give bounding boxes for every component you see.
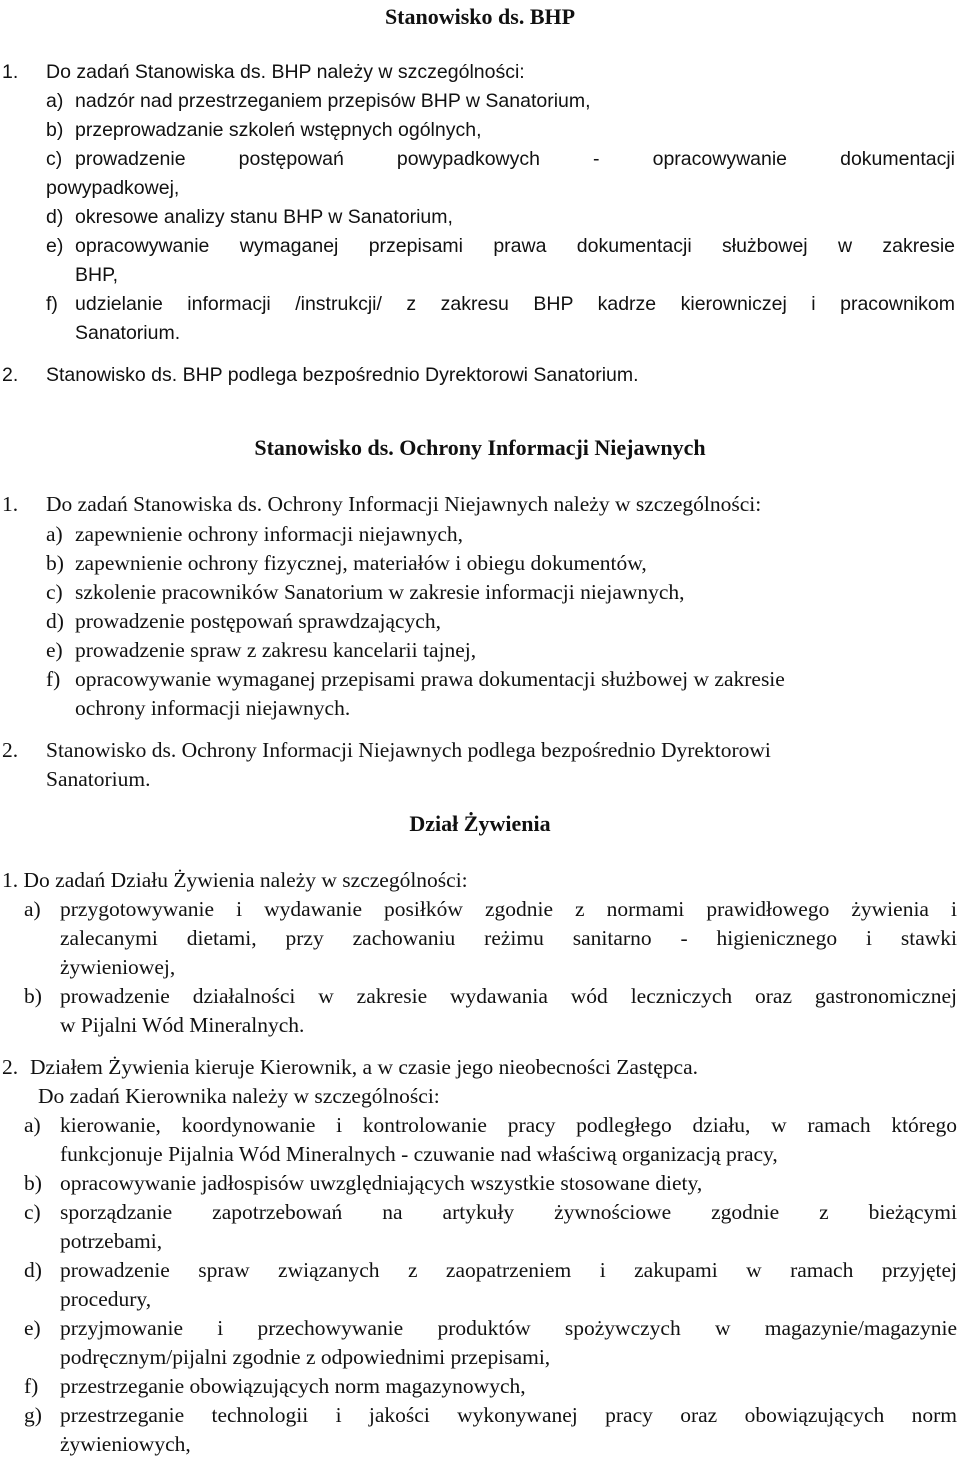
oin-item-c: szkolenie pracowników Sanatorium w zakresie informacji niejawnych, [75,580,685,604]
zyw-item2-a-line1: kierowanie, koordynowanie i kontrolowanie pracy podległego działu, w ramach którego [60,1115,957,1137]
zyw-item2-d-line2: procedury, [60,1287,152,1311]
zyw-item2-c-line2: potrzebami, [60,1229,163,1253]
zyw-item1-a-line1: przygotowywanie i wydawanie posiłków zgodnie z normami prawidłowego żywienia i [60,899,957,921]
zyw-item2-g-line2: żywieniowych, [60,1432,191,1456]
zyw-item2-g-line1: przestrzeganie technologii i jakości wykonywanej pracy oraz obowiązujących norm [60,1405,957,1427]
zyw-item2-g-label: g) [24,1403,42,1427]
zyw-item2-f-line1: przestrzeganie obowiązujących norm magazynowych, [60,1374,526,1398]
oin-item-a: zapewnienie ochrony informacji niejawnych, [75,522,464,546]
zyw-item2-e-line1: przyjmowanie i przechowywanie produktów spożywczych w magazynie/magazynie [60,1318,957,1340]
oin-item-f-line2: ochrony informacji niejawnych. [75,696,351,720]
oin-p1-num: 1. [2,492,19,516]
bhp-item-f-line1: udzielanie informacji /instrukcji/ z zakresu BHP kadrze kierowniczej i pracownikom [75,295,955,315]
zyw-p1: 1. Do zadań Działu Żywienia należy w szczególności: [2,868,468,892]
bhp-item-d: okresowe analizy stanu BHP w Sanatorium, [75,206,453,228]
zyw-item1-b-line1: prowadzenie działalności w zakresie wydawania wód leczniczych oraz gastronomicznej [60,986,957,1008]
oin-item-f-line1: opracowywanie wymaganej przepisami prawa dokumentacji służbowej w zakresie [75,667,785,691]
bhp-p1-num: 1. [2,61,19,83]
bhp-item-e-line1: opracowywanie wymaganej przepisami prawa dokumentacji służbowej w zakresie [75,237,955,257]
bhp-item-c-line2: powypadkowej, [46,177,180,199]
zyw-p2-intro: Do zadań Kierownika należy w szczególności: [38,1084,440,1108]
oin-p1-intro: Do zadań Stanowiska ds. Ochrony Informacji Niejawnych należy w szczególności: [46,492,762,516]
oin-p2-line1: Stanowisko ds. Ochrony Informacji Niejawnych podlega bezpośrednio Dyrektorowi [46,738,771,762]
zyw-item1-a-label: a) [24,897,41,921]
bhp-item-c-label: c) [46,148,63,170]
zyw-item1-b-line2: w Pijalni Wód Mineralnych. [60,1013,305,1037]
bhp-item-d-label: d) [46,206,64,228]
zyw-item2-b-label: b) [24,1171,42,1195]
oin-item-c-label: c) [46,580,63,604]
zyw-item2-f-label: f) [24,1374,39,1398]
bhp-item-a-label: a) [46,90,64,112]
section-title-bhp: Stanowisko ds. BHP [384,4,576,29]
bhp-item-e-line2: BHP, [75,264,118,286]
bhp-item-f-label: f) [46,293,58,315]
oin-item-a-label: a) [46,522,63,546]
bhp-item-e-label: e) [46,235,64,257]
zyw-item1-a-line3: żywieniowej, [60,955,176,979]
zyw-item2-b-line1: opracowywanie jadłospisów uwzględniających wszystkie stosowane diety, [60,1171,703,1195]
zyw-p2-num: 2. [2,1055,19,1079]
bhp-p2: Stanowisko ds. BHP podlega bezpośrednio Dyrektorowi Sanatorium. [46,364,639,386]
zyw-item2-a-label: a) [24,1113,41,1137]
zyw-item1-a-line2: zalecanymi dietami, przy zachowaniu reżimu sanitarno - higienicznego i stawki [60,928,957,950]
bhp-item-a: nadzór nad przestrzeganiem przepisów BHP w Sanatorium, [75,90,591,112]
bhp-item-b: przeprowadzanie szkoleń wstępnych ogólnych, [75,119,482,141]
oin-p2-line2: Sanatorium. [46,767,151,791]
bhp-p2-num: 2. [2,364,19,386]
oin-item-e: prowadzenie spraw z zakresu kancelarii tajnej, [75,638,477,662]
section-title-oin: Stanowisko ds. Ochrony Informacji Niejawnych [254,435,706,460]
zyw-item2-e-label: e) [24,1316,41,1340]
bhp-item-b-label: b) [46,119,64,141]
zyw-p2: Działem Żywienia kieruje Kierownik, a w czasie jego nieobecności Zastępca. [30,1055,699,1079]
bhp-item-c-line1: prowadzenie postępowań powypadkowych - opracowywanie dokumentacji [75,150,955,170]
oin-item-d-label: d) [46,609,64,633]
zyw-item2-c-line1: sporządzanie zapotrzebowań na artykuły żywnościowe zgodnie z bieżącymi [60,1202,957,1224]
oin-p2-num: 2. [2,738,19,762]
zyw-item2-d-label: d) [24,1258,42,1282]
oin-item-f-label: f) [46,667,61,691]
zyw-item2-e-line2: podręcznym/pijalni zgodnie z odpowiednimi przepisami, [60,1345,551,1369]
bhp-p1-intro: Do zadań Stanowiska ds. BHP należy w szczególności: [46,61,525,83]
oin-item-e-label: e) [46,638,63,662]
oin-item-d: prowadzenie postępowań sprawdzających, [75,609,441,633]
zyw-item2-c-label: c) [24,1200,41,1224]
zyw-item2-a-line2: funkcjonuje Pijalnia Wód Mineralnych - czuwanie nad właściwą organizacją pracy, [60,1142,778,1166]
bhp-item-f-line2: Sanatorium. [75,322,181,344]
section-title-zywienie: Dział Żywienia [409,811,551,836]
zyw-item2-d-line1: prowadzenie spraw związanych z zaopatrzeniem i zakupami w ramach przyjętej [60,1260,957,1282]
oin-item-b-label: b) [46,551,64,575]
zyw-item1-b-label: b) [24,984,42,1008]
oin-item-b: zapewnienie ochrony fizycznej, materiałów i obiegu dokumentów, [75,551,647,575]
